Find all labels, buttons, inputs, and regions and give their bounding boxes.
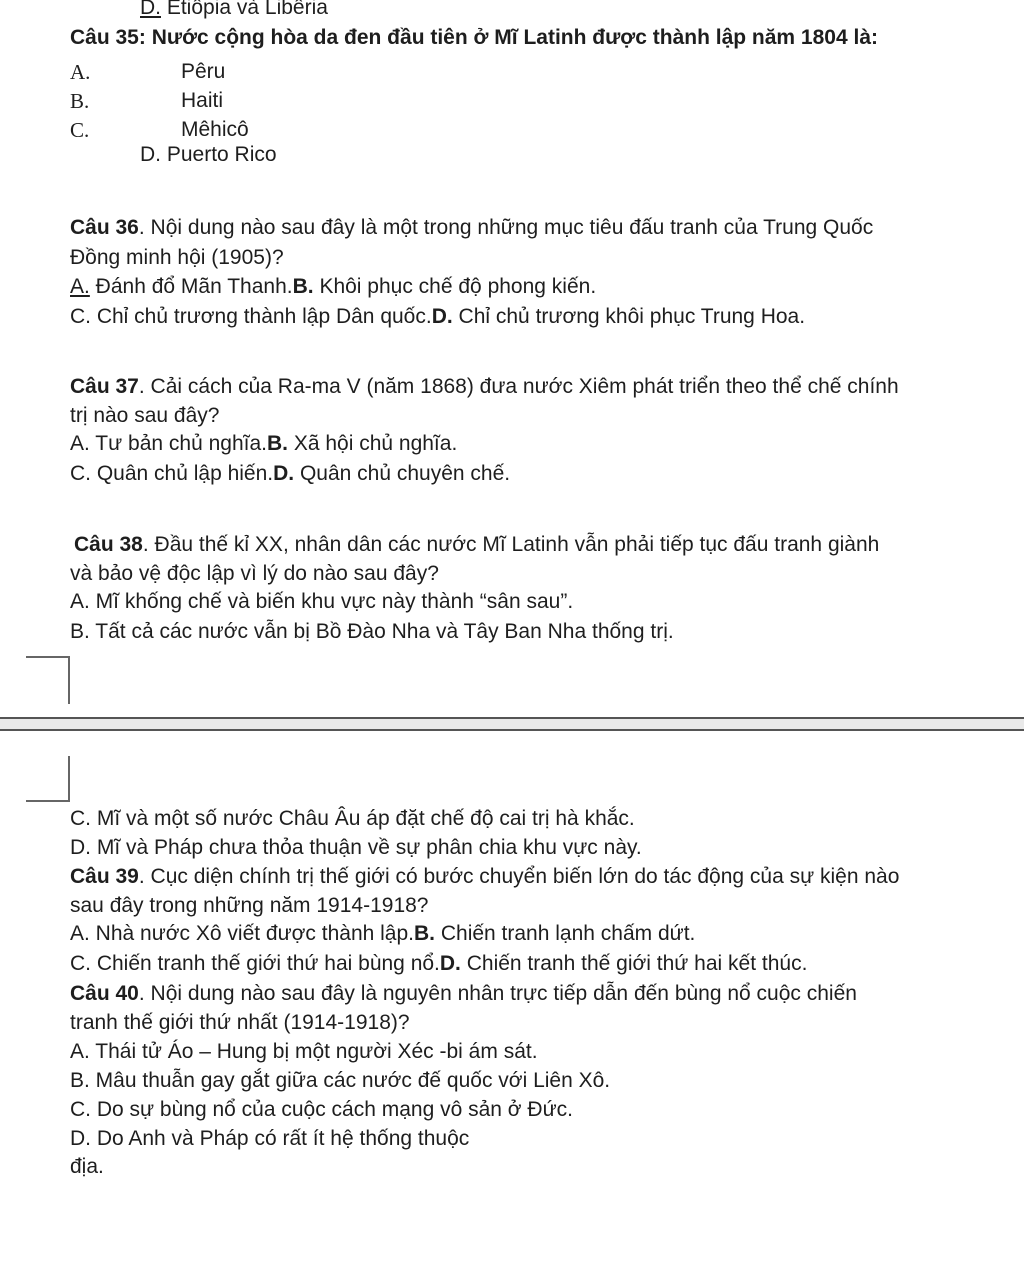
- q38-option-a-text: Mĩ khống chế và biến khu vực này thành “sân sau”.: [89, 590, 574, 613]
- page-break-line-top: [0, 717, 1024, 719]
- q36-stem-line2: Đồng minh hội (1905)?: [70, 246, 284, 269]
- q37-option-c-letter: C.: [70, 462, 91, 485]
- q34-option-d: [140, 0, 328, 22]
- q35-option-b-text: Haiti: [181, 89, 224, 112]
- q40-label: Câu 40: [70, 982, 139, 1005]
- q38-option-d: [70, 834, 642, 862]
- q40-option-a-text: Thái tử Áo – Hung bị một người Xéc -bi ám sát.: [89, 1040, 538, 1063]
- q35-option-d: [140, 141, 277, 169]
- q37-option-d-letter: D.: [273, 462, 295, 485]
- q39-option-b-text: Chiến tranh lạnh chấm dứt.: [435, 922, 696, 945]
- q38-label: Câu 38: [74, 533, 143, 556]
- q37-options-ab: [70, 430, 457, 458]
- q37-text-line1: . Cải cách của Ra-ma V (năm 1868) đưa nước Xiêm phát triển theo thể chế chính: [138, 375, 899, 398]
- q40-stem-line1: [70, 980, 857, 1008]
- q39-option-a-letter: A.: [70, 922, 90, 945]
- q35-option-c-letter: C.: [70, 118, 90, 142]
- q40-option-c-letter: C.: [70, 1098, 91, 1121]
- q40-stem-line2: tranh thế giới thứ nhất (1914-1918)?: [70, 1011, 410, 1034]
- q40-option-b-letter: B.: [70, 1069, 90, 1092]
- q40-option-d-cont: địa.: [70, 1155, 104, 1178]
- q37-option-b-letter: B.: [266, 432, 288, 455]
- q37-option-a-letter: A.: [70, 432, 90, 455]
- q40-option-d-letter: D.: [70, 1127, 91, 1150]
- q36-option-c-letter: C.: [70, 305, 91, 328]
- q40-option-c: [70, 1096, 573, 1124]
- q37-options-cd: [70, 460, 510, 488]
- q40-option-a: [70, 1038, 538, 1066]
- q40-option-b: [70, 1067, 610, 1095]
- q36-option-c-text: Chỉ chủ trương thành lập Dân quốc.: [91, 305, 432, 328]
- q40-text-line1: . Nội dung nào sau đây là nguyên nhân trực tiếp dẫn đến bùng nổ cuộc chiến: [138, 982, 857, 1005]
- q34-option-d-letter: D.: [140, 0, 161, 19]
- q39-options-cd: [70, 950, 807, 978]
- q39-option-d-letter: D.: [439, 952, 461, 975]
- q39-options-ab: [70, 920, 695, 948]
- q38-option-d-letter: D.: [70, 836, 91, 859]
- q38-option-c: [70, 805, 635, 833]
- q37-option-d-text: Quân chủ chuyên chế.: [294, 462, 511, 485]
- q40-option-c-text: Do sự bùng nổ của cuộc cách mạng vô sản ở Đức.: [91, 1098, 573, 1121]
- q35-stem: [70, 24, 878, 52]
- q36-options-cd: [70, 303, 805, 331]
- q39-option-a-text: Nhà nước Xô viết được thành lập.: [89, 922, 415, 945]
- q36-label: Câu 36: [70, 216, 139, 239]
- page-break-line-bottom: [0, 729, 1024, 731]
- q35-label: Câu 35:: [70, 26, 146, 49]
- q36-option-a-letter: A.: [70, 275, 90, 298]
- q38-option-d-text: Mĩ và Pháp chưa thỏa thuận về sự phân chia khu vực này.: [91, 836, 642, 859]
- q38-text-line1: . Đầu thế kỉ XX, nhân dân các nước Mĩ Latinh vẫn phải tiếp tục đấu tranh giành: [142, 533, 880, 556]
- q37-option-c-text: Quân chủ lập hiến.: [91, 462, 274, 485]
- q38-option-a: [70, 588, 573, 616]
- q40-option-d-text: Do Anh và Pháp có rất ít hệ thống thuộc: [91, 1127, 470, 1150]
- q35-option-a-text: Pêru: [181, 60, 226, 83]
- page-corner-top: [26, 656, 70, 704]
- q39-option-d-text: Chiến tranh thế giới thứ hai kết thúc.: [460, 952, 808, 975]
- q37-option-b-text: Xã hội chủ nghĩa.: [287, 432, 458, 455]
- q39-option-c-letter: C.: [70, 952, 91, 975]
- q40-option-b-text: Mâu thuẫn gay gắt giữa các nước đế quốc với Liên Xô.: [89, 1069, 611, 1092]
- q38-option-b-text: Tất cả các nước vẫn bị Bồ Đào Nha và Tây Ban Nha thống trị.: [89, 620, 674, 643]
- q36-option-a-text: Đánh đổ Mãn Thanh.: [89, 275, 293, 298]
- page-corner-bottom: [26, 756, 70, 802]
- q40-option-a-letter: A.: [70, 1040, 90, 1063]
- q39-option-b-letter: B.: [414, 922, 436, 945]
- q38-option-b-letter: B.: [70, 620, 90, 643]
- q35-option-a-letter: A.: [70, 60, 91, 84]
- q35-option-d-letter: D.: [140, 143, 161, 166]
- q36-option-d-letter: D.: [431, 305, 453, 328]
- q36-stem-line1: [70, 214, 873, 242]
- q37-stem-line2: trị nào sau đây?: [70, 404, 220, 427]
- q36-option-b-text: Khôi phục chế độ phong kiến.: [313, 275, 597, 298]
- q35-option-c-text: Mêhicô: [181, 118, 249, 141]
- q39-text-line1: . Cục diện chính trị thế giới có bước chuyển biến lớn do tác động của sự kiện nào: [138, 865, 900, 888]
- q36-text-line1: . Nội dung nào sau đây là một trong những mục tiêu đấu tranh của Trung Quốc: [138, 216, 874, 239]
- q35-option-d-text: Puerto Rico: [166, 143, 277, 166]
- q36-option-d-text: Chỉ chủ trương khôi phục Trung Hoa.: [452, 305, 806, 328]
- q34-option-d-text: Etiôpia và Libêria: [161, 0, 328, 19]
- q38-stem-line1: [74, 531, 879, 559]
- q37-label: Câu 37: [70, 375, 139, 398]
- q38-option-b: [70, 618, 674, 646]
- q40-option-d: [70, 1125, 469, 1153]
- q36-option-b-letter: B.: [292, 275, 314, 298]
- q38-option-c-letter: C.: [70, 807, 91, 830]
- q39-stem-line2: sau đây trong những năm 1914-1918?: [70, 894, 429, 917]
- q39-label: Câu 39: [70, 865, 139, 888]
- q38-option-c-text: Mĩ và một số nước Châu Âu áp đặt chế độ cai trị hà khắc.: [91, 807, 635, 830]
- q38-option-a-letter: A.: [70, 590, 90, 613]
- q38-stem-line2: và bảo vệ độc lập vì lý do nào sau đây?: [70, 562, 439, 585]
- q35-option-b-letter: B.: [70, 89, 90, 113]
- q35-text: Nước cộng hòa da đen đầu tiên ở Mĩ Latinh được thành lập năm 1804 là:: [145, 26, 878, 49]
- q37-stem-line1: [70, 373, 899, 401]
- q36-options-ab: [70, 273, 596, 301]
- q37-option-a-text: Tư bản chủ nghĩa.: [89, 432, 267, 455]
- page-break-band: [0, 719, 1024, 729]
- q39-option-c-text: Chiến tranh thế giới thứ hai bùng nổ.: [91, 952, 440, 975]
- q39-stem-line1: [70, 863, 899, 891]
